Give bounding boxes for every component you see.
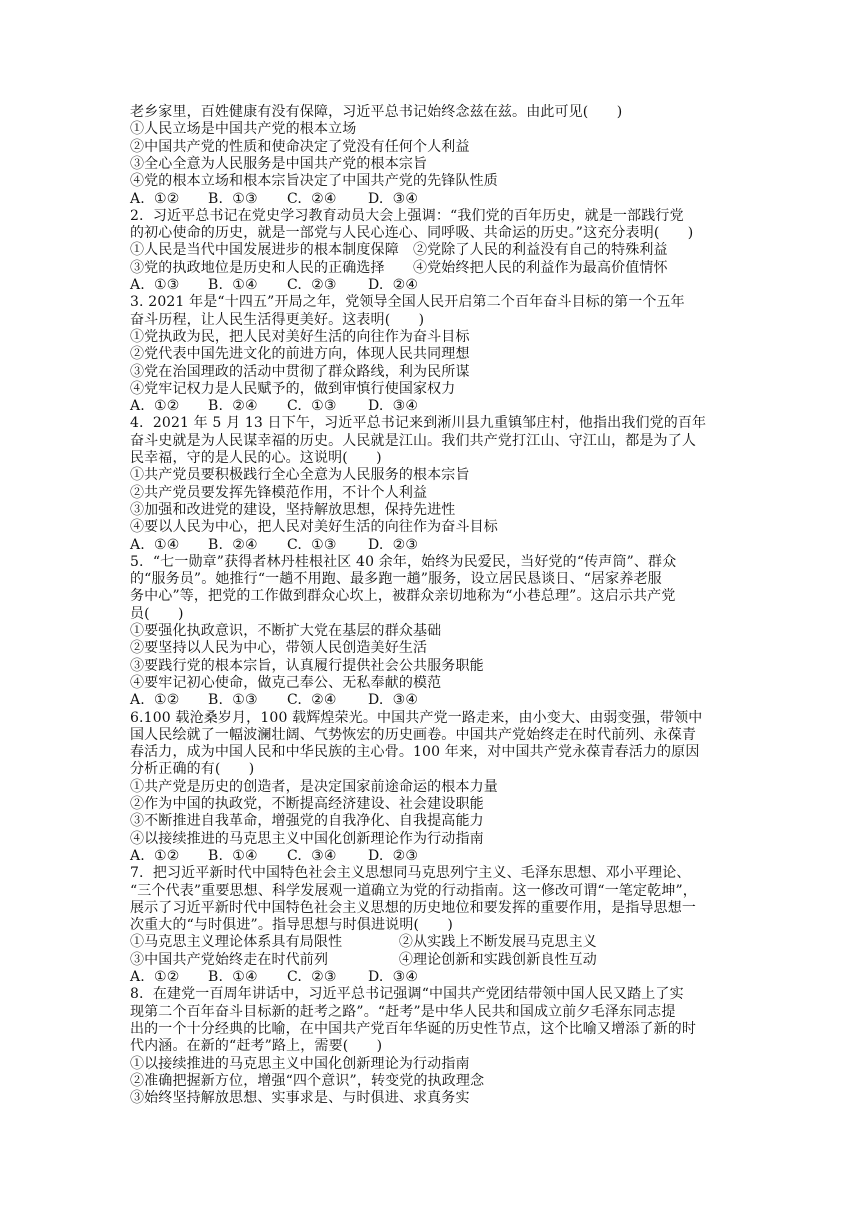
answer-option: D. ②③	[368, 847, 419, 864]
text-line: 春活力，成为中国人民和中华民族的主心骨。100 年来，对中国共产党永葆青春活力的原因	[130, 744, 700, 761]
text-line: ①共产党是历史的创造者，是决定国家前途命运的根本力量	[130, 778, 498, 795]
answer-option: B. ①④	[208, 847, 258, 864]
text-line: ②党代表中国先进文化的前进方向，体现人民共同理想	[130, 346, 470, 363]
text-line: 3. 2021 年是“十四五”开局之年，党领导全国人民开启第二个百年奋斗目标的第一个五年	[130, 294, 685, 311]
answer-option: D. ③④	[368, 190, 419, 207]
text-line: 老乡家里，百姓健康有没有保障，习近平总书记始终念兹在兹。由此可见( )	[130, 104, 623, 120]
answer-option: B. ②④	[208, 398, 258, 415]
text-line: ②准确把握新方位，增强“四个意识”，转变党的执政理念	[130, 1072, 485, 1089]
text-line: ②共产党员要发挥先锋模范作用，不计个人利益	[130, 484, 428, 501]
answer-option: A. ①③	[130, 277, 180, 293]
text-line: 民幸福，守的是人民的心。这说明( )	[130, 450, 382, 466]
text-line: ④以接续推进的马克思主义中国化创新理论作为行动指南	[130, 830, 484, 847]
text-line: ③加强和改进党的建设，坚持解放思想，保持先进性	[130, 501, 456, 518]
text-line: ②作为中国的执政党，不断提高经济建设、社会建设职能	[130, 796, 484, 812]
answer-option: C. ②④	[287, 692, 337, 709]
text-line: 出的一个十分经典的比喻，在中国共产党百年华诞的历史性节点，这个比喻又增添了新的时	[130, 1020, 696, 1037]
answer-option: C. ①③	[287, 536, 337, 553]
text-line: 的“服务员”。她推行“一趟不用跑、最多跑一趟”服务，设立居民恳谈日、“居家养老服	[130, 571, 662, 588]
answer-option: D. ③④	[368, 692, 419, 709]
text-line: ④党牢记权力是人民赋予的，做到审慎行使国家权力	[130, 380, 456, 397]
text-line: 5. “七一勋章”获得者林丹桂根社区 40 余年，始终为民爱民，当好党的“传声筒”、群众	[130, 553, 677, 570]
answer-option: B. ①④	[208, 277, 258, 293]
answer-option: A. ①②	[130, 969, 180, 985]
text-line: ③全心全意为人民服务是中国共产党的根本宗旨	[130, 155, 428, 172]
answer-option: A. ①②	[130, 190, 180, 207]
answer-option: A. ①②	[130, 692, 180, 709]
text-line: 务中心”等，把党的工作做到群众心坎上，被群众亲切地称为“小巷总理”。这启示共产党	[130, 588, 676, 605]
answer-option: C. ③④	[287, 847, 337, 864]
text-line: ②中国共产党的性质和使命决定了党没有任何个人利益	[130, 138, 470, 155]
text-line: 2. 习近平总书记在党史学习教育动员大会上强调：“我们党的百年历史，就是一部践行党	[130, 207, 684, 224]
text-line: ③中国共产党始终走在时代前列 ④理论创新和实践创新良性互动	[130, 951, 597, 968]
text-line: 分析正确的有( )	[130, 761, 255, 778]
text-line: ③党的执政地位是历史和人民的正确选择 ④党始终把人民的利益作为最高价值情怀	[130, 259, 668, 276]
text-line: 次重大的“与时俱进”。指导思想与时俱进说明( )	[130, 917, 453, 934]
text-line: ①人民是当代中国发展进步的根本制度保障 ②党除了人民的利益没有自己的特殊利益	[130, 242, 668, 259]
text-line: ③党在治国理政的活动中贯彻了群众路线，利为民所谋	[130, 363, 470, 380]
answer-option: A. ①②	[130, 398, 180, 415]
text-line: 现第二个百年奋斗目标新的赶考之路”。“赶考”是中华人民共和国成立前夕毛泽东同志提	[130, 1003, 676, 1020]
answer-option: D. ②③	[368, 536, 419, 553]
text-line: ①党执政为民，把人民对美好生活的向往作为奋斗目标	[130, 328, 470, 345]
text-line: ④党的根本立场和根本宗旨决定了中国共产党的先锋队性质	[130, 173, 498, 190]
answer-option: C. ①③	[287, 398, 337, 415]
text-line: ②要坚持以人民为中心，带领人民创造美好生活	[130, 640, 428, 657]
text-line: ④要以人民为中心，把人民对美好生活的向往作为奋斗目标	[130, 519, 498, 536]
text-line: 8. 在建党一百周年讲话中，习近平总书记强调“中国共产党团结带领中国人民又踏上了实	[130, 986, 684, 1003]
text-line: 奋斗史就是为人民谋幸福的历史。人民就是江山。我们共产党打江山、守江山，都是为了人	[130, 432, 696, 449]
text-line: 员( )	[130, 605, 184, 622]
text-line: 代内涵。在新的“赶考”路上，需要( )	[130, 1038, 383, 1055]
text-line: ①共产党员要积极践行全心全意为人民服务的根本宗旨	[130, 467, 470, 484]
text-line: 展示了习近平新时代中国特色社会主义思想的历史地位和要发挥的重要作用，是指导思想一	[130, 899, 696, 916]
answer-option: D. ③④	[368, 969, 419, 985]
text-line: 国人民绘就了一幅波澜壮阔、气势恢宏的历史画卷。中国共产党始终走在时代前列、永葆青	[130, 726, 696, 743]
text-line: ①要强化执政意识，不断扩大党在基层的群众基础	[130, 623, 442, 639]
answer-option: C. ②③	[287, 277, 337, 293]
answer-option: C. ②③	[287, 969, 337, 985]
text-line: ①人民立场是中国共产党的根本立场	[130, 121, 357, 138]
text-line: ①马克思主义理论体系具有局限性 ②从实践上不断发展马克思主义	[130, 934, 597, 951]
text-line: 奋斗历程，让人民生活得更美好。这表明( )	[130, 311, 425, 328]
text-line: “三个代表”重要思想、科学发展观一道确立为党的行动指南。这一修改可谓“一笔定乾坤”，	[130, 882, 697, 899]
answer-option: A. ①④	[130, 536, 180, 553]
answer-option: A. ①②	[130, 847, 180, 864]
text-line: 的初心使命的历史，就是一部党与人民心连心、同呼吸、共命运的历史。”这充分表明( )	[130, 225, 694, 242]
answer-option: B. ②④	[208, 536, 258, 553]
answer-option: B. ①③	[208, 190, 258, 207]
text-line: ③始终坚持解放思想、实事求是、与时俱进、求真务实	[130, 1090, 470, 1107]
answer-option: B. ①③	[208, 692, 258, 709]
text-line: 4. 2021 年 5 月 13 日下午，习近平总书记来到淅川县九重镇邹庄村，他指出我们党的百年	[130, 415, 707, 432]
text-line: 6.100 载沧桑岁月，100 载辉煌荣光。中国共产党一路走来，由小变大、由弱变强，带领中	[130, 709, 703, 726]
text-line: ③要践行党的根本宗旨，认真履行提供社会公共服务职能	[130, 657, 484, 674]
answer-option: D. ③④	[368, 398, 419, 415]
answer-option: D. ②④	[368, 277, 419, 293]
text-line: ①以接续推进的马克思主义中国化创新理论为行动指南	[130, 1055, 470, 1072]
answer-option: B. ①④	[208, 969, 258, 985]
answer-option: C. ②④	[287, 190, 337, 207]
text-line: ④要牢记初心使命，做克己奉公、无私奉献的模范	[130, 674, 442, 691]
text-line: 7. 把习近平新时代中国特色社会主义思想同马克思列宁主义、毛泽东思想、邓小平理论、	[130, 865, 691, 882]
text-line: ③不断推进自我革命，增强党的自我净化、自我提高能力	[130, 813, 484, 830]
